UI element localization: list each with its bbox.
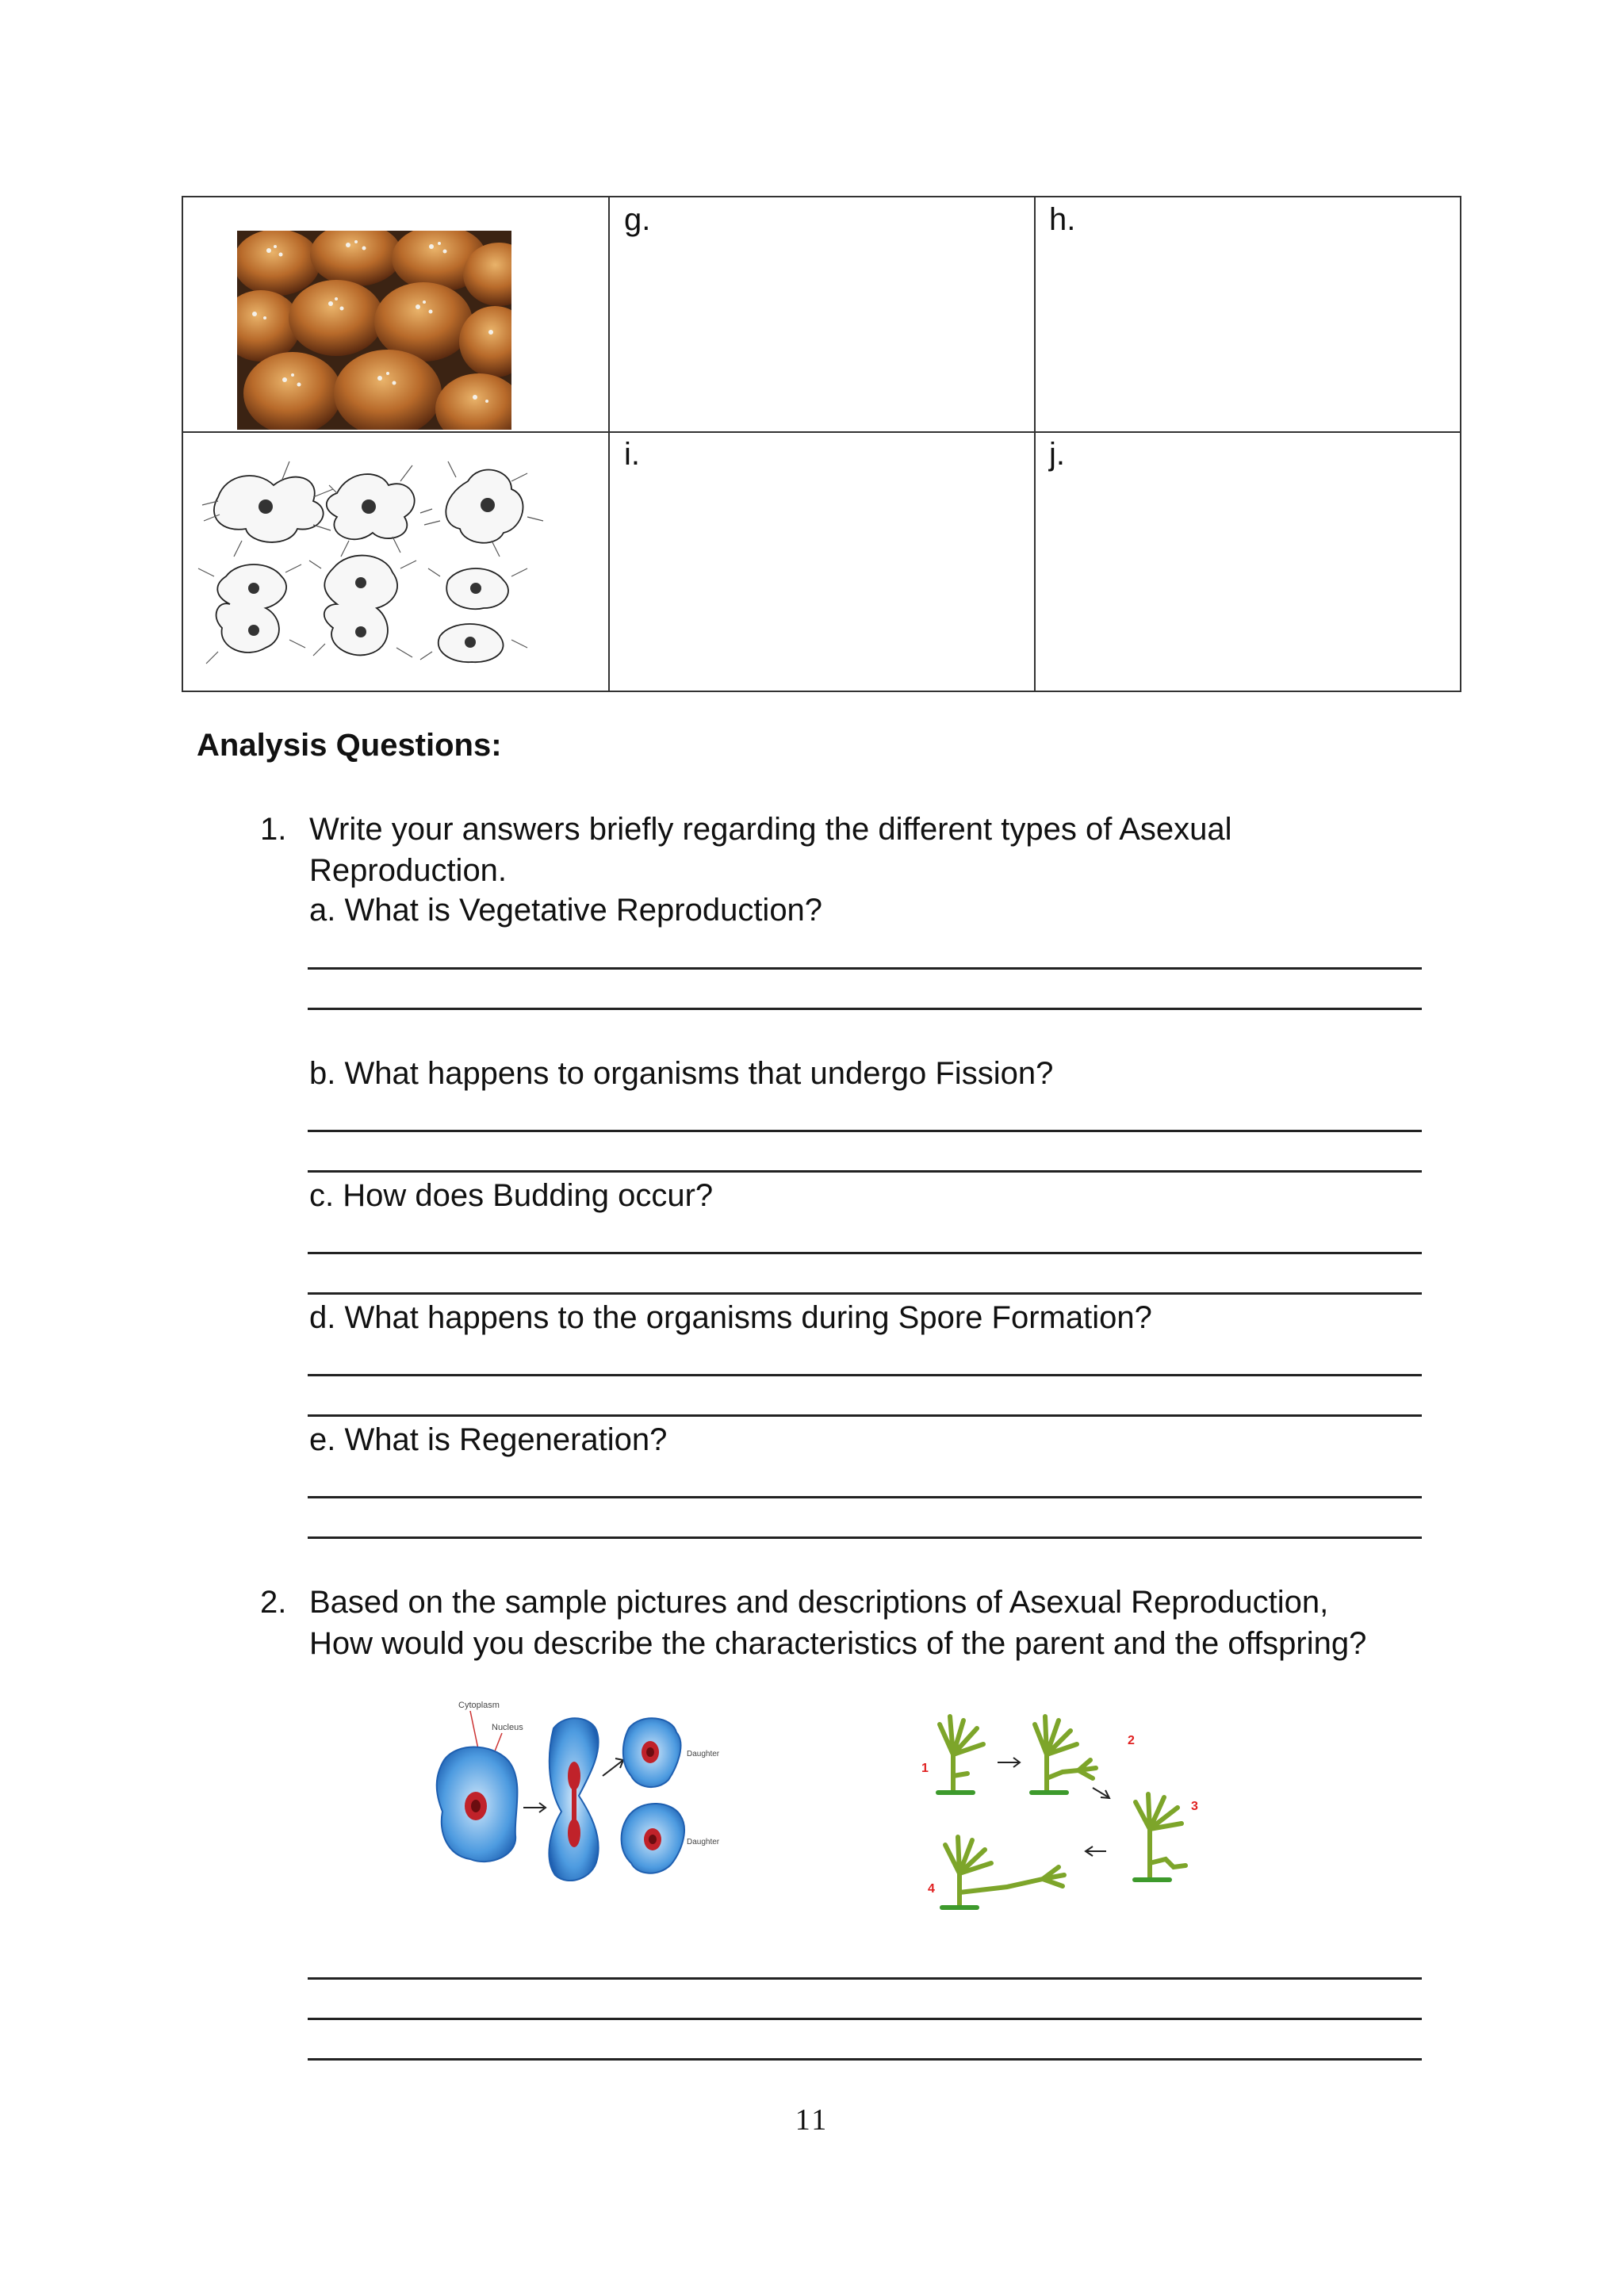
answer-line[interactable] bbox=[308, 1170, 1422, 1173]
binary-fission-diagram bbox=[435, 1697, 736, 1927]
analysis-questions-heading: Analysis Questions: bbox=[197, 728, 502, 763]
hydra-step-4: 4 bbox=[928, 1882, 935, 1896]
hydra-step-1: 1 bbox=[921, 1762, 929, 1775]
answer-line[interactable] bbox=[308, 1008, 1422, 1010]
cell-label-g: g. bbox=[624, 202, 651, 237]
question-1d-text: d. What happens to the organisms during Spore Formation? bbox=[309, 1300, 1152, 1335]
question-2-text-line2: How would you describe the characteristics of the parent and the offspring? bbox=[309, 1626, 1367, 1661]
answer-line[interactable] bbox=[308, 967, 1422, 970]
question-1c-text: c. How does Budding occur? bbox=[309, 1178, 714, 1213]
answer-line[interactable] bbox=[308, 2058, 1422, 2061]
cytoplasm-label: Cytoplasm bbox=[458, 1701, 500, 1710]
hydra-regeneration-diagram bbox=[912, 1709, 1229, 1923]
cell-label-h: h. bbox=[1049, 202, 1076, 237]
daughter-label-bottom: Daughter bbox=[687, 1838, 720, 1846]
question-2-number: 2. bbox=[260, 1585, 287, 1620]
answer-line[interactable] bbox=[308, 1977, 1422, 1980]
asexual-reproduction-table bbox=[182, 196, 1461, 692]
amoeba-fission-drawing bbox=[194, 450, 559, 679]
answer-line[interactable] bbox=[308, 1414, 1422, 1417]
hydra-step-3: 3 bbox=[1191, 1800, 1198, 1813]
question-1a-text: a. What is Vegetative Reproduction? bbox=[309, 893, 823, 928]
nucleus-label: Nucleus bbox=[492, 1723, 523, 1732]
cell-label-j: j. bbox=[1049, 437, 1065, 472]
question-1-number: 1. bbox=[260, 812, 287, 847]
answer-line[interactable] bbox=[308, 1252, 1422, 1254]
answer-line[interactable] bbox=[308, 1292, 1422, 1295]
daughter-label-top: Daughter bbox=[687, 1750, 720, 1758]
question-1-text-line2: Reproduction. bbox=[309, 853, 508, 888]
page-number: 11 bbox=[795, 2103, 829, 2137]
table-divider bbox=[183, 431, 1460, 433]
answer-line[interactable] bbox=[308, 1536, 1422, 1539]
table-divider bbox=[1034, 197, 1036, 691]
question-1b-text: b. What happens to organisms that undergo Fission? bbox=[309, 1056, 1054, 1091]
answer-line[interactable] bbox=[308, 1130, 1422, 1132]
table-divider bbox=[608, 197, 610, 691]
cell-label-i: i. bbox=[624, 437, 640, 472]
answer-line[interactable] bbox=[308, 1496, 1422, 1498]
question-2-text-line1: Based on the sample pictures and descriptions of Asexual Reproduction, bbox=[309, 1585, 1329, 1620]
hydra-step-2: 2 bbox=[1128, 1734, 1135, 1747]
answer-line[interactable] bbox=[308, 2018, 1422, 2020]
bread-rolls-image bbox=[237, 231, 511, 430]
question-1-text-line1: Write your answers briefly regarding the different types of Asexual bbox=[309, 812, 1232, 847]
question-1e-text: e. What is Regeneration? bbox=[309, 1422, 668, 1457]
answer-line[interactable] bbox=[308, 1374, 1422, 1376]
